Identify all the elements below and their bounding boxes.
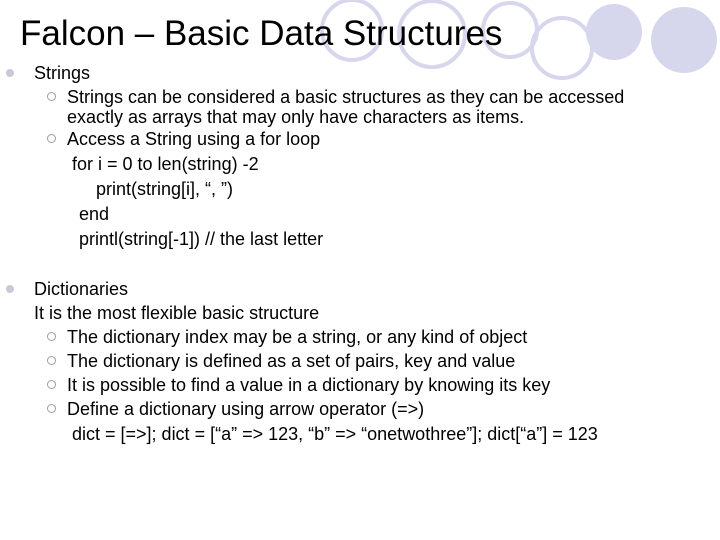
dictionaries-item-1: The dictionary index may be a string, or any kind of object (67, 327, 528, 347)
bullet-ring-icon (47, 134, 56, 143)
dictionaries-item-3: It is possible to find a value in a dictionary by knowing its key (67, 375, 551, 395)
bullet-ring-icon (47, 92, 56, 101)
strings-item-1: Strings can be considered a basic structures as they can be accessed (67, 87, 625, 107)
dictionaries-item-4: Define a dictionary using arrow operator (=>) (67, 399, 425, 419)
dictionaries-intro: It is the most flexible basic structure (34, 303, 320, 323)
bullet-ring-icon (47, 356, 56, 365)
code-line: print(string[i], “, ”) (96, 179, 234, 199)
code-line: dict = [=>]; dict = [“a” => 123, “b” => “onetwothree”]; dict[“a”] = 123 (72, 424, 598, 444)
slide-title: Falcon – Basic Data Structures (20, 14, 503, 53)
strings-item-2: Access a String using a for loop (67, 129, 321, 149)
deco-circle (651, 7, 717, 73)
section-heading-dictionaries: Dictionaries (34, 279, 129, 299)
code-line: printl(string[-1]) // the last letter (79, 229, 324, 249)
bullet-dot-icon (6, 285, 14, 293)
code-line: end (79, 204, 110, 224)
bullet-dot-icon (6, 69, 14, 77)
deco-circle (586, 4, 642, 60)
code-line: for i = 0 to len(string) -2 (72, 154, 259, 174)
strings-item-1-continued: exactly as arrays that may only have characters as items. (67, 107, 525, 127)
section-heading-strings: Strings (34, 63, 91, 83)
dictionaries-item-2: The dictionary is defined as a set of pairs, key and value (67, 351, 516, 371)
bullet-ring-icon (47, 332, 56, 341)
bullet-ring-icon (47, 404, 56, 413)
deco-circle (532, 18, 592, 78)
bullet-ring-icon (47, 380, 56, 389)
